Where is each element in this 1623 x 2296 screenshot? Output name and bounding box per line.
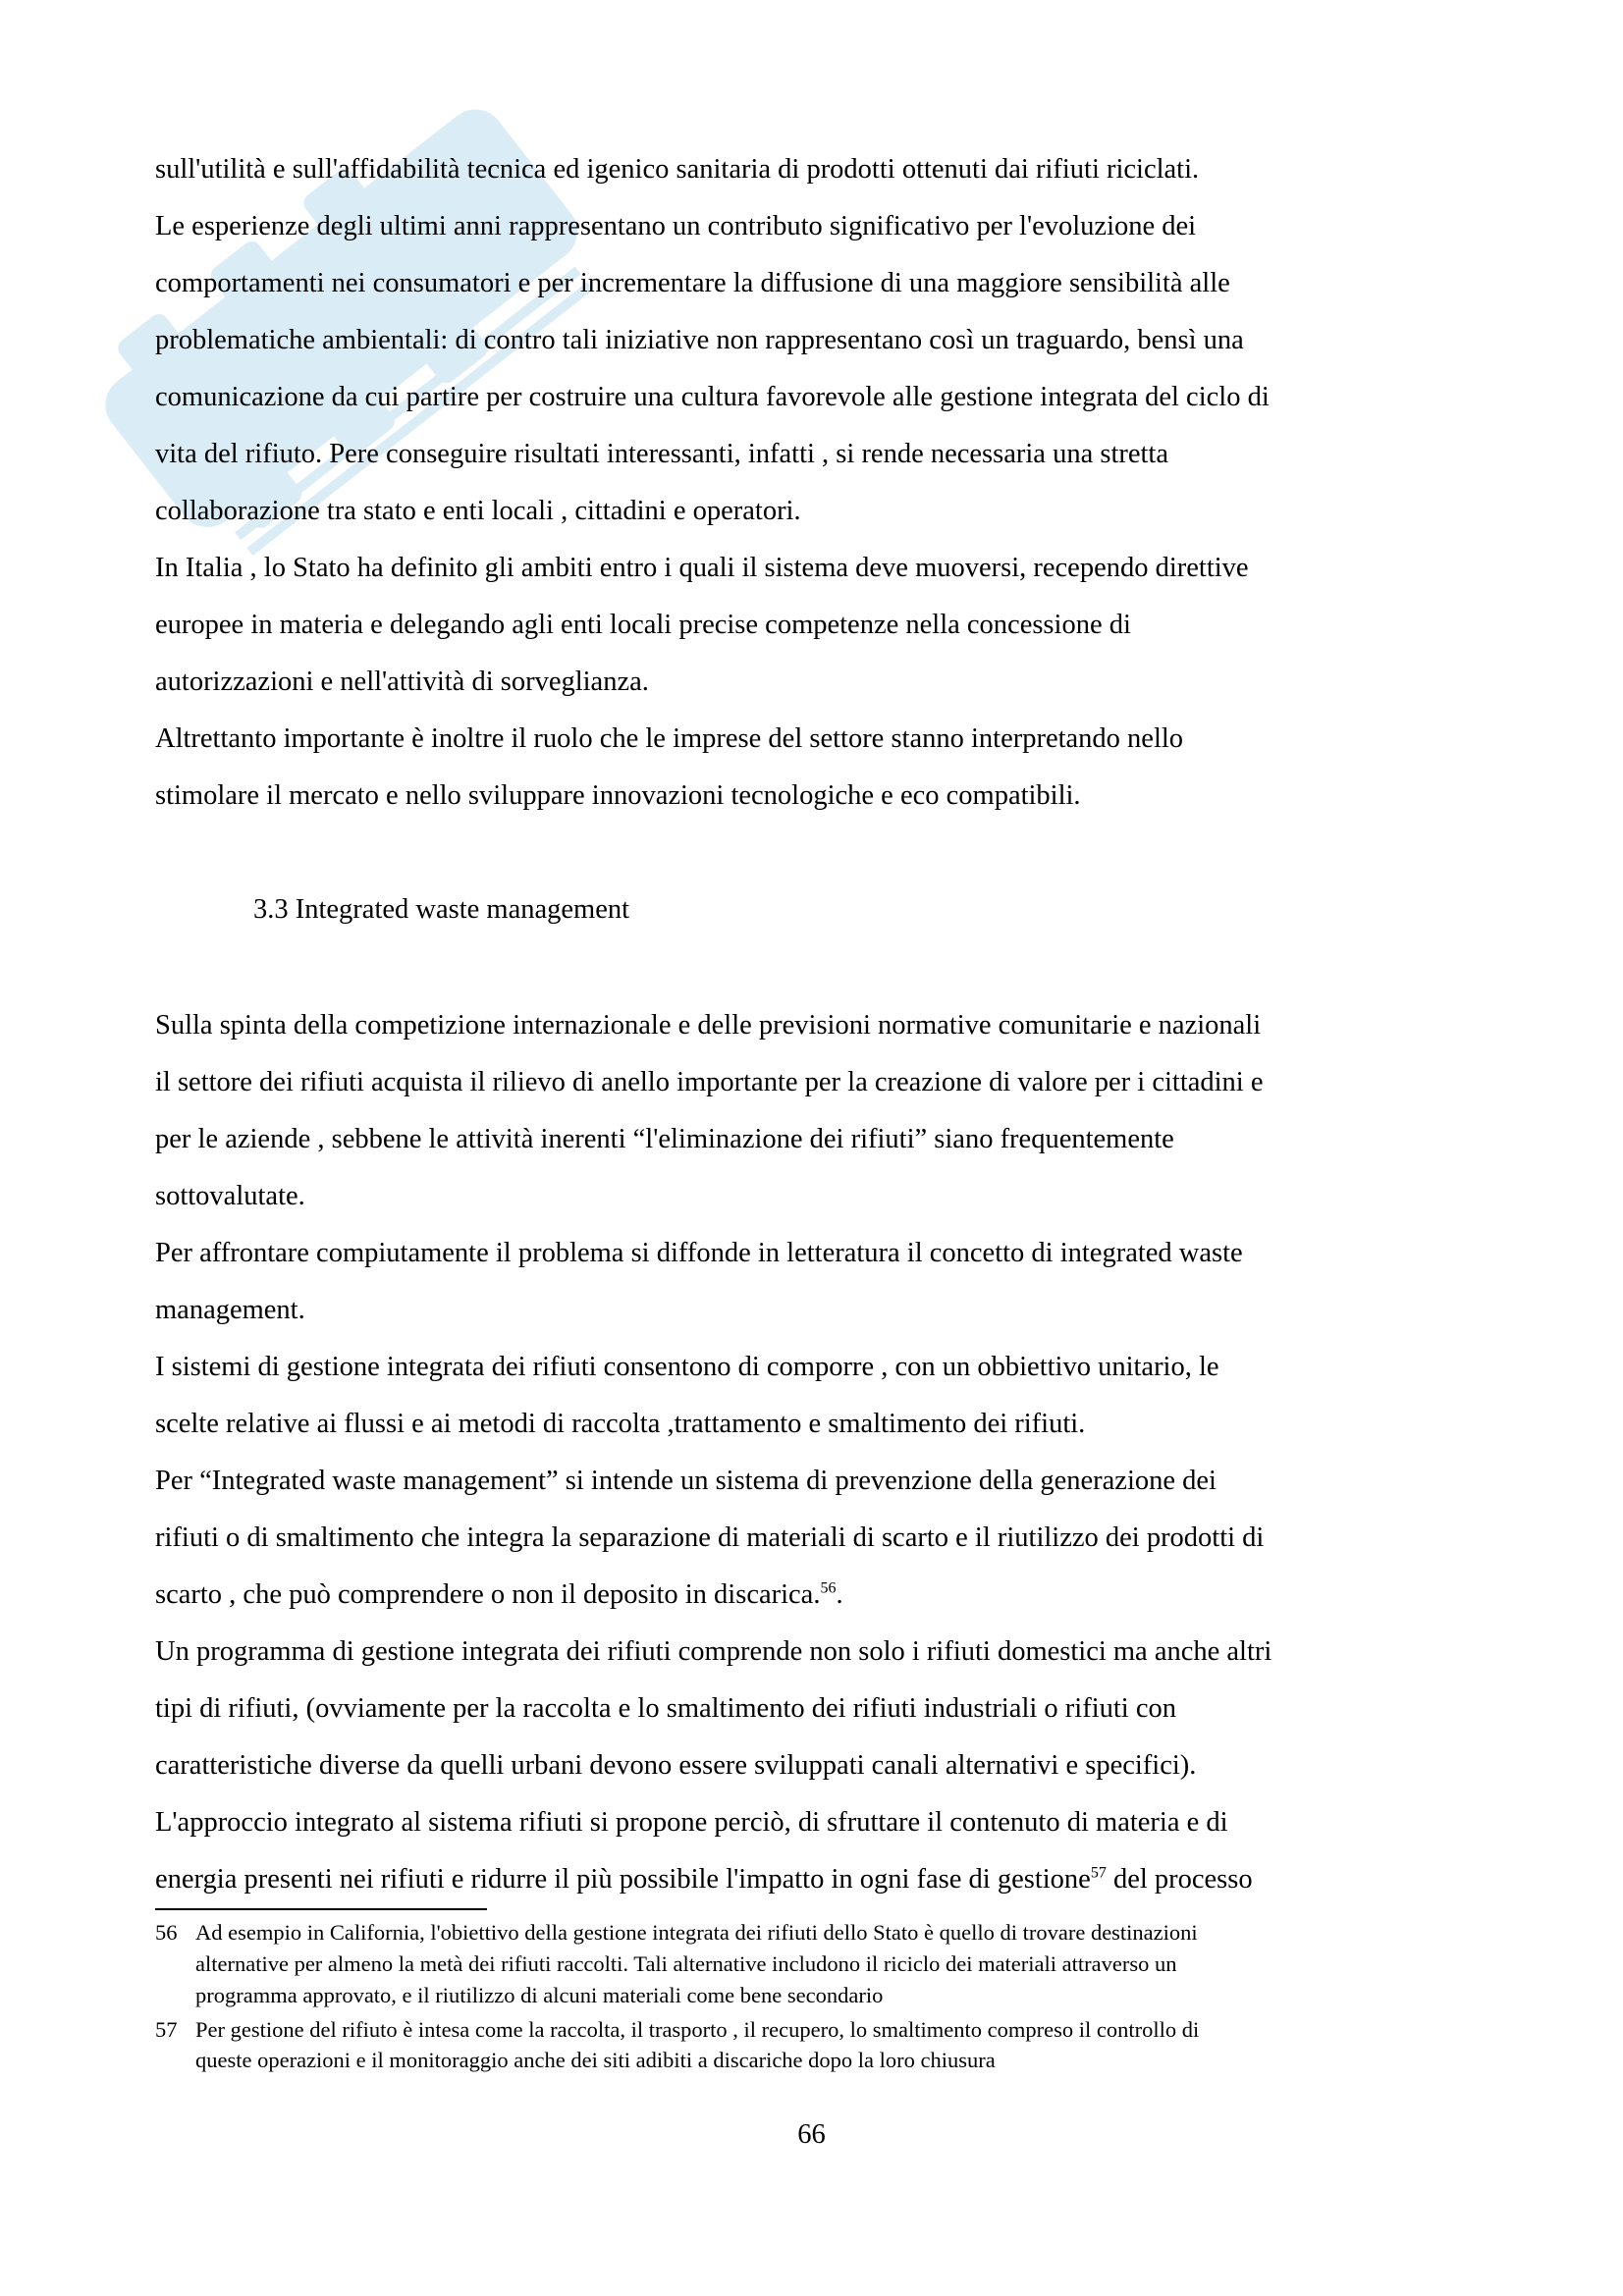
body-line-text: energia presenti nei rifiuti e ridurre il più possibile l'impatto in ogni fase di gestione	[155, 1864, 1091, 1895]
body-line: sottovalutate.	[155, 1181, 305, 1211]
body-line: scelte relative ai flussi e ai metodi di raccolta ,trattamento e smaltimento dei rifiuti.	[155, 1409, 1086, 1439]
body-line	[155, 1578, 843, 1612]
footnote-ref-56[interactable]: 56	[820, 1579, 837, 1597]
page-number: 66	[797, 2119, 826, 2150]
body-line: Per affrontare compiutamente il problema si diffonde in letteratura il concetto di integrated waste	[155, 1238, 1243, 1268]
body-line: comportamenti nei consumatori e per incrementare la diffusione di una maggiore sensibilità alle	[155, 268, 1230, 298]
body-line: Sulla spinta della competizione internazionale e delle previsioni normative comunitarie e nazionali	[155, 1010, 1262, 1041]
body-line: il settore dei rifiuti acquista il rilievo di anello importante per la creazione di valore per i cittadini e	[155, 1067, 1264, 1097]
body-line: In Italia , lo Stato ha definito gli ambiti entro i quali il sistema deve muoversi, recependo direttive	[155, 553, 1249, 583]
body-line: Altrettanto importante è inoltre il ruolo che le imprese del settore stanno interpretando nello	[155, 723, 1184, 754]
body-line: rifiuti o di smaltimento che integra la separazione di materiali di scarto e il riutilizzo dei prodotti di	[155, 1522, 1265, 1553]
body-line: Un programma di gestione integrata dei rifiuti comprende non solo i rifiuti domestici ma anche altri	[155, 1636, 1272, 1667]
body-line: problematiche ambientali: di contro tali iniziative non rappresentano così un traguardo, bensì una	[155, 325, 1244, 355]
body-line-tail: del processo	[1106, 1864, 1253, 1895]
body-line: stimolare il mercato e nello sviluppare innovazioni tecnologiche e eco compatibili.	[155, 780, 1081, 811]
body-line-text: scarto , che può comprendere o non il deposito in discarica.	[155, 1579, 821, 1610]
footnote-separator	[155, 1908, 487, 1910]
body-line: autorizzazioni e nell'attività di sorveglianza.	[155, 667, 649, 697]
body-line: tipi di rifiuti, (ovviamente per la raccolta e lo smaltimento dei rifiuti industriali o rifiuti con	[155, 1693, 1176, 1724]
footnote-ref-57[interactable]: 57	[1090, 1864, 1107, 1882]
footnote-line: Per gestione del rifiuto è intesa come la raccolta, il trasporto , il recupero, lo smaltimento compreso il controllo di	[195, 2017, 1200, 2042]
footnote-line: Ad esempio in California, l'obiettivo della gestione integrata dei rifiuti dello Stato è quello di trovare destinazioni	[195, 1920, 1198, 1945]
body-line: vita del rifiuto. Pere conseguire risultati interessanti, infatti , si rende necessaria una stretta	[155, 439, 1168, 469]
body-line-tail: .	[836, 1579, 843, 1610]
footnote-line: programma approvato, e il riutilizzo di alcuni materiali come bene secondario	[195, 1983, 884, 2007]
body-line: Le esperienze degli ultimi anni rappresentano un contributo significativo per l'evoluzione dei	[155, 211, 1197, 241]
footnote-line: queste operazioni e il monitoraggio anche dei siti adibiti a discariche dopo la loro chiusura	[195, 2048, 996, 2072]
body-line: comunicazione da cui partire per costruire una cultura favorevole alle gestione integrata del ciclo di	[155, 382, 1270, 412]
body-line: europee in materia e delegando agli enti locali precise competenze nella concessione di	[155, 610, 1131, 640]
section-heading: 3.3 Integrated waste management	[253, 894, 630, 925]
footnote-number-57: 57	[155, 2017, 178, 2042]
body-line: L'approccio integrato al sistema rifiuti si propone perciò, di sfruttare il contenuto di materia e di	[155, 1807, 1228, 1838]
body-line: caratteristiche diverse da quelli urbani devono essere sviluppati canali alternativi e specifici).	[155, 1750, 1197, 1781]
body-line: collaborazione tra stato e enti locali , cittadini e operatori.	[155, 496, 801, 526]
body-line: Per “Integrated waste management” si intende un sistema di prevenzione della generazione dei	[155, 1466, 1217, 1496]
body-line	[155, 1863, 1253, 1896]
body-line: I sistemi di gestione integrata dei rifiuti consentono di comporre , con un obbiettivo unitario, le	[155, 1352, 1219, 1382]
body-line: per le aziende , sebbene le attività inerenti “l'eliminazione dei rifiuti” siano frequentemente	[155, 1124, 1174, 1154]
body-line: sull'utilità e sull'affidabilità tecnica ed igenico sanitaria di prodotti ottenuti dai rifiuti riciclati.	[155, 154, 1200, 185]
body-line: management.	[155, 1295, 305, 1325]
footnote-line: alternative per almeno la metà dei rifiuti raccolti. Tali alternative includono il riciclo dei materiali attraverso un	[195, 1951, 1177, 1976]
footnote-number-56: 56	[155, 1920, 178, 1945]
